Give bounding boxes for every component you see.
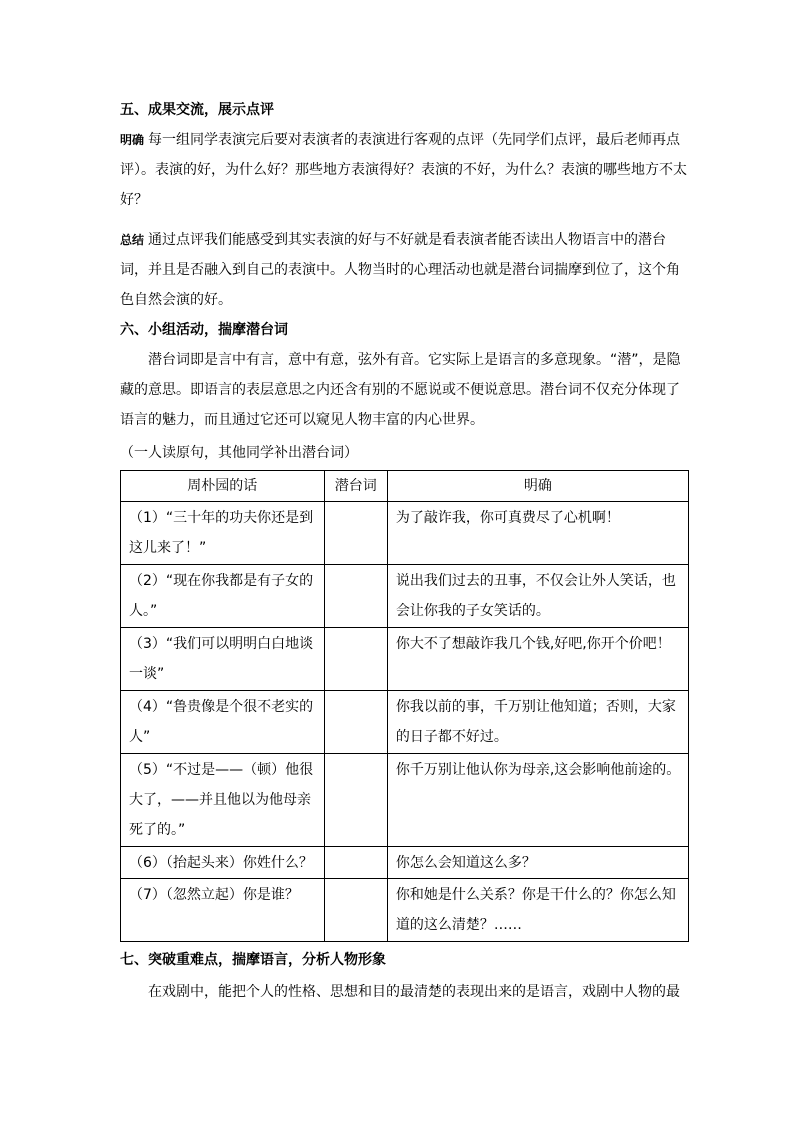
table-header-row: [121, 471, 689, 502]
section6-heading: 六、小组活动，揣摩潜台词: [120, 322, 288, 338]
section7-heading: 七、突破重难点，揣摩语言，分析人物形象: [120, 952, 386, 968]
answer-cell: 你千万别让他认你为母亲,这会影响他前途的。: [387, 754, 688, 847]
answer-cell: 你和她是什么关系？你是干什么的？你怎么知道的这么清楚？……: [387, 879, 688, 942]
answer-cell: 为了敲诈我，你可真费尽了心机啊！: [387, 502, 688, 565]
subtext-cell: [324, 847, 387, 879]
mingque-label: 明确: [120, 133, 145, 147]
answer-cell: 说出我们过去的丑事，不仅会让外人笑话，也会让你我的子女笑话的。: [387, 565, 688, 628]
zongjie-label: 总结: [120, 233, 145, 247]
subtext-cell: [324, 754, 387, 847]
zongjie-text: 通过点评我们能感受到其实表演的好与不好就是看表演者能否读出人物语言中的潜台词，并且是否融入到自己的表演中。人物当时的心理活动也就是潜台词揣摩到位了，这个角色自然会演的好。: [120, 232, 680, 308]
table-row: [121, 565, 689, 628]
table-row: [121, 754, 689, 847]
answer-cell: 你大不了想敲诈我几个钱,好吧,你开个价吧！: [387, 628, 688, 691]
table-row: [121, 502, 689, 565]
subtext-cell: [324, 502, 387, 565]
header-subtext: 潜台词: [324, 471, 387, 502]
table-row: [121, 691, 689, 754]
answer-cell: 你我以前的事，千万别让他知道；否则，大家的日子都不好过。: [387, 691, 688, 754]
quote-cell: （5）“不过是——（顿）他很大了，——并且他以为他母亲死了的。”: [121, 754, 325, 847]
subtext-cell: [324, 691, 387, 754]
zongjie-paragraph: [120, 225, 690, 315]
subtext-cell: [324, 565, 387, 628]
subtext-cell: [324, 879, 387, 942]
subtext-table: [120, 470, 689, 942]
answer-cell: 你怎么会知道这么多？: [387, 847, 688, 879]
section5-heading: 五、成果交流，展示点评: [120, 102, 274, 118]
header-answer: 明确: [387, 471, 688, 502]
mingque-paragraph: [120, 125, 690, 215]
table-row: [121, 628, 689, 691]
header-quote: 周朴园的话: [121, 471, 325, 502]
table-row: [121, 879, 689, 942]
section7-paragraph: 在戏剧中，能把个人的性格、思想和目的最清楚的表现出来的是语言，戏剧中人物的最: [148, 984, 680, 1000]
mingque-text: 每一组同学表演完后要对表演者的表演进行客观的点评（先同学们点评，最后老师再点评）。表演的好，为什么好？那些地方表演得好？表演的不好，为什么？表演的哪些地方不太好？: [120, 132, 687, 208]
quote-cell: （2）“现在你我都是有子女的人。”: [121, 565, 325, 628]
quote-cell: （7）（忽然立起）你是谁？: [121, 879, 325, 942]
subtext-cell: [324, 628, 387, 691]
quote-cell: （3）“我们可以明明白白地谈一谈”: [121, 628, 325, 691]
table-instruction-note: （一人读原句，其他同学补出潜台词）: [120, 445, 358, 461]
section6-paragraph: 潜台词即是言中有言，意中有意，弦外有音。它实际上是语言的多意现象。“潜”，是隐藏的意思。即语言的表层意思之内还含有别的不愿说或不便说意思。潜台词不仅充分体现了语言的魅力，而且通过它还可以窥见人物丰富的内心世界。: [120, 352, 681, 428]
quote-cell: （6）（抬起头来）你姓什么？: [121, 847, 325, 879]
table-row: [121, 847, 689, 879]
quote-cell: （4）“鲁贵像是个很不老实的人”: [121, 691, 325, 754]
quote-cell: （1）“三十年的功夫你还是到这儿来了！”: [121, 502, 325, 565]
